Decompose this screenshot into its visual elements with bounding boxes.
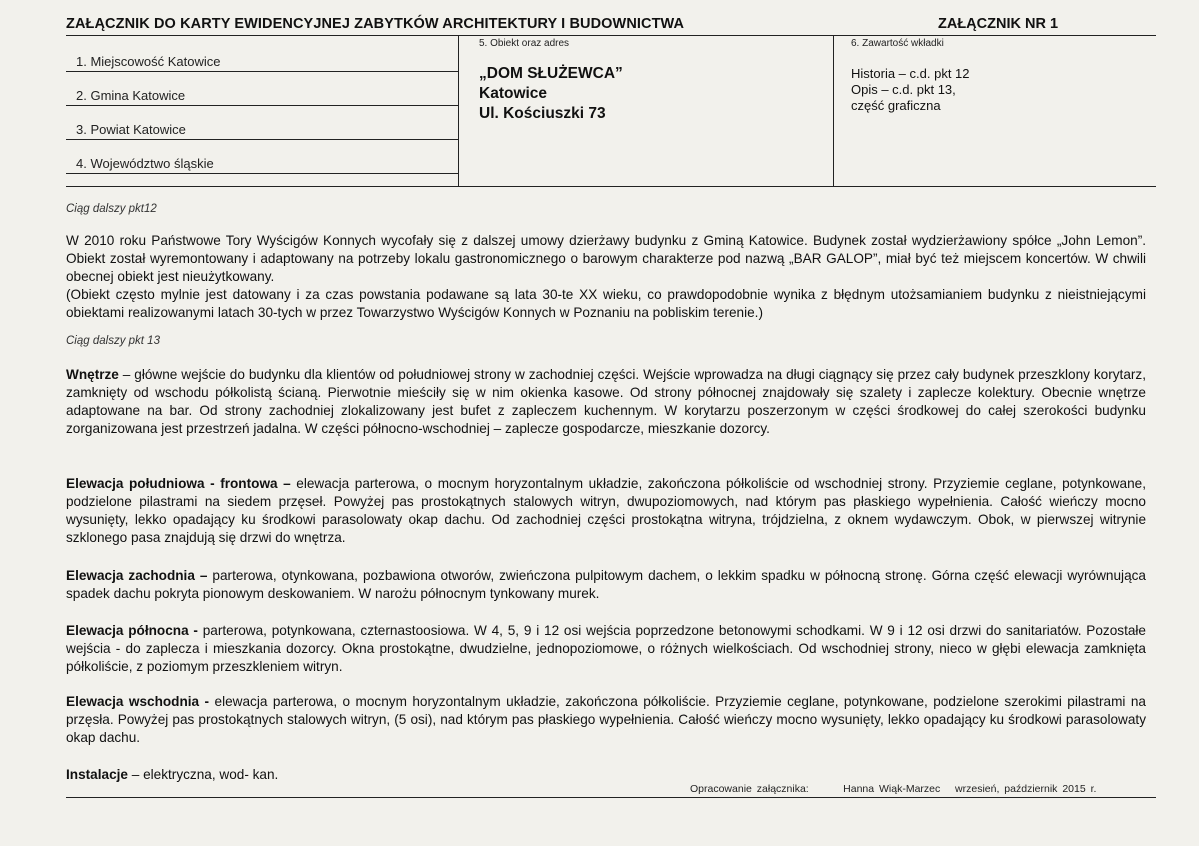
north-elevation-paragraph (66, 622, 1146, 676)
footer (690, 783, 1096, 795)
east-elevation-heading: Elewacja wschodnia - (66, 694, 210, 709)
header-divider (66, 35, 1156, 36)
west-elevation-text: parterowa, otynkowana, pozbawiona otworów, zwieńczona pulpitowym dachem, o lekkim spadku w północną stronę. Górna część elewacji wyrównująca spadek dachu pokryta pionowym deskowaniem. W narożu północnym tynkowany murek. (66, 568, 1146, 601)
contents-item: Historia – c.d. pkt 12 (851, 66, 970, 81)
history-text: W 2010 roku Państwowe Tory Wyścigów Konnych wycofały się z dalszej umowy dzierżawy budynku z Gminą Katowice. Budynek został wydzierżawiony spółce „John Lemon”. Obiekt został wyremontowany i adaptowany na potrzeby lokalu gastronomicznego o barowym charakterze pod nazwą „BAR GALOP”, miał być też miejscem koncertów. W chwili obecnej obiekt jest nieużytkowany. (66, 233, 1146, 284)
object-city: Katowice (479, 85, 548, 102)
east-elevation-paragraph (66, 693, 1146, 747)
continuation-note-12: Ciąg dalszy pkt12 (66, 203, 157, 215)
object-block (479, 64, 623, 124)
west-elevation-heading: Elewacja zachodnia – (66, 568, 208, 583)
contents-item: część graficzna (851, 98, 941, 113)
south-elevation-heading: Elewacja południowa - frontowa – (66, 476, 291, 491)
attachment-number: ZAŁĄCZNIK NR 1 (938, 16, 1059, 32)
field-divider (66, 173, 458, 174)
form-bottom-border (66, 186, 1156, 187)
field-divider (66, 105, 458, 106)
footer-date: wrzesień, październik 2015 r. (955, 783, 1097, 795)
history-paragraph (66, 232, 1146, 322)
south-elevation-paragraph (66, 475, 1146, 547)
field-locality: 1. Miejscowość Katowice (76, 54, 221, 69)
installations-paragraph (66, 766, 1146, 784)
north-elevation-heading: Elewacja północna - (66, 623, 198, 638)
interior-text: – główne wejście do budynku dla klientów od południowej strony w zachodniej części. Wejście wprowadza na długi ciągnący się przez cały budynek przeszklony korytarz, zamknięty od wschodu półkolistą ścianą. Pierwotnie mieściły się w nim okienka kasowe. Od strony północnej znajdowały się szalety i zaplecze kolektury. Obecnie wnętrze adaptowane na bar. Od strony zachodniej zlokalizowany jest bufet z zapleczem kuchennym. W korytarzu poszerzonym w części środkowej do całej szerokości budynku zorganizowana jest przestrzeń jadalna. W części północno-wschodniej – zaplecze gospodarcze, mieszkanie dozorcy. (66, 367, 1146, 436)
footer-label: Opracowanie załącznika: (690, 783, 809, 795)
column-separator (833, 35, 834, 186)
contents-label: 6. Zawartość wkładki (851, 38, 944, 49)
document-title: ZAŁĄCZNIK DO KARTY EWIDENCYJNEJ ZABYTKÓW ARCHITEKTURY I BUDOWNICTWA (66, 16, 685, 32)
contents-item: Opis – c.d. pkt 13, (851, 82, 956, 97)
field-divider (66, 139, 458, 140)
continuation-note-13: Ciąg dalszy pkt 13 (66, 335, 160, 347)
east-elevation-text: elewacja parterowa, o mocnym horyzontalnym układzie, zakończona półkoliście. Przyziemie ceglane, potynkowane, podzielone szerokimi pilastrami na przęsła. Powyżej pas prostokątnych stalowych witryn, (5 osi), nad którym pas płaskiego wypełnienia. Całość wieńczy mocno wysunięty, lekko opadający ku środkowi parasolowaty okap dachu. (66, 694, 1146, 745)
field-voivodeship: 4. Województwo śląskie (76, 156, 214, 171)
object-label: 5. Obiekt oraz adres (479, 38, 570, 49)
footer-author: Hanna Wiąk-Marzec (843, 783, 941, 795)
south-elevation-text: elewacja parterowa, o mocnym horyzontalnym układzie, zakończona półkoliście od wschodniej strony. Przyziemie ceglane, potynkowane, podzielone pilastrami na siedem przęseł. Powyżej pas prostokątnych stalowych witryn, dwupoziomowych, nad którym pas płaskiego wypełnienia. Całość wieńczy mocno wysunięty, lekko opadający ku środkowi parasolowaty okap dachu. Od zachodniej części prostokątna witryna, trójdzielna, z oknem wydawczym. Obok, w pierwszej witrynie szklonego pasa znajdują się drzwi do wnętrza. (66, 476, 1146, 545)
footer-divider (66, 797, 1156, 798)
interior-paragraph (66, 366, 1146, 438)
installations-text: – elektryczna, wod- kan. (127, 767, 279, 782)
field-divider (66, 71, 458, 72)
installations-heading: Instalacje (66, 767, 128, 782)
north-elevation-text: parterowa, potynkowana, czternastoosiowa. W 4, 5, 9 i 12 osi wejścia poprzedzone betonowymi schodkami. W 9 i 12 osi drzwi do sanitariatów. Pozostałe wejścia - do zaplecza i mieszkania dozorcy. Okna prostokątne, dwudzielne, jednopoziomowe, o różnych wielkościach. Od wschodniej strony, nieco w głębi elewacja zamknięta półkoliście, z poziomym przeszkleniem witryn. (66, 623, 1146, 674)
west-elevation-paragraph (66, 567, 1146, 603)
field-district: 3. Powiat Katowice (76, 122, 186, 137)
column-separator (458, 35, 459, 186)
object-street: Ul. Kościuszki 73 (479, 105, 606, 122)
object-name: „DOM SŁUŻEWCA” (479, 65, 623, 82)
history-note: (Obiekt często mylnie jest datowany i za czas powstania podawane są lata 30-te XX wieku, co prawdopodobnie wynika z błędnym utożsamianiem budynku z nieistniejącymi obiektami realizowanymi latach 30-tych w przez Towarzystwo Wyścigów Konnych w Poznaniu na pobliskim terenie.) (66, 287, 1146, 320)
interior-heading: Wnętrze (66, 367, 119, 382)
field-commune: 2. Gmina Katowice (76, 88, 186, 103)
contents-list (851, 66, 970, 114)
